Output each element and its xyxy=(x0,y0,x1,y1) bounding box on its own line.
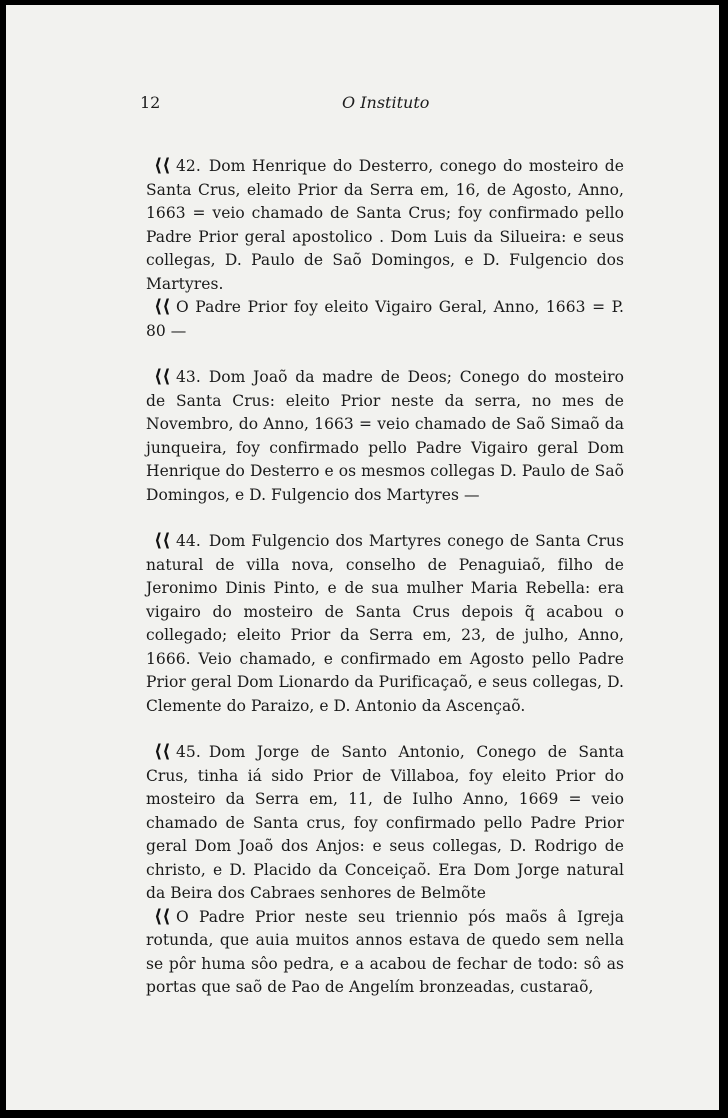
entry-paragraph xyxy=(146,741,624,906)
pilcrow-icon: ⟨⟨ xyxy=(154,366,171,387)
note-paragraph xyxy=(146,906,624,1000)
entry-paragraph xyxy=(146,530,624,718)
main-text xyxy=(146,155,624,1000)
entry-paragraph xyxy=(146,366,624,507)
pilcrow-icon: ⟨⟨ xyxy=(154,530,171,551)
note-text: O Padre Prior neste seu triennio pós maõs â Igreja rotunda, que auia muitos annos estava de quedo sem nella se pôr huma sôo pedra, e a acabou de fechar de todo: sô as portas que saõ de Pao de Angelím bronzeadas, custaraõ, xyxy=(146,907,624,996)
page-header xyxy=(6,93,719,117)
entry-number: 44. xyxy=(176,532,201,550)
pilcrow-icon: ⟨⟨ xyxy=(154,155,171,176)
entry-paragraph xyxy=(146,155,624,296)
note-paragraph xyxy=(146,296,624,343)
entry-text: Dom Fulgencio dos Martyres conego de Santa Crus natural de villa nova, conselho de Penaguiaõ, filho de Jeronimo Dinis Pinto, e de sua mulher Maria Rebella: era vigairo do mosteiro de Santa Crus depois q̃ acabou o collegado; eleito Prior da Serra em, 23, de julho, Anno, 1666. Veio chamado, e confirmado em Agosto pello Padre Prior geral Dom Lionardo da Purificaçaõ, e seus collegas, D. Clemente do Paraizo, e D. Antonio da Ascençaõ. xyxy=(146,532,624,715)
page-number: 12 xyxy=(140,93,161,112)
entry-number: 42. xyxy=(176,157,201,175)
pilcrow-icon: ⟨⟨ xyxy=(154,905,171,927)
entry-text: Dom Jorge de Santo Antonio, Conego de Santa Crus, tinha iá sido Prior de Villaboa, foy eleito Prior do mosteiro da Serra em, 11, de Iulho Anno, 1669 = veio chamado de Santa crus, foy confirmado pello Padre Prior geral Dom Joaõ dos Anjos: e seus collegas, D. Rodrigo de christo, e D. Placido da Conceiçaõ. Era Dom Jorge natural da Beira dos Cabraes senhores de Belmõte xyxy=(146,743,624,902)
running-title: O Instituto xyxy=(342,93,430,112)
entry-text: Dom Joaõ da madre de Deos; Conego do mosteiro de Santa Crus: eleito Prior neste da serra, no mes de Novembro, do Anno, 1663 = veio chamado de Saõ Simaõ da junqueira, foy confirmado pello Padre Vigairo geral Dom Henrique do Desterro e os mesmos collegas D. Paulo de Saõ Domingos, e D. Fulgencio dos Martyres — xyxy=(146,368,624,504)
pilcrow-icon: ⟨⟨ xyxy=(154,741,171,762)
entry-number: 45. xyxy=(176,743,201,761)
entry-text: Dom Henrique do Desterro, conego do mosteiro de Santa Crus, eleito Prior da Serra em, 16, de Agosto, Anno, 1663 = veio chamado de Santa Crus; foy confirmado pello Padre Prior geral apostolico . Dom Luis da Silueira: e seus collegas, D. Paulo de Saõ Domingos, e D. Fulgencio dos Martyres. xyxy=(146,157,624,293)
note-text: O Padre Prior foy eleito Vigairo Geral, Anno, 1663 = P. 80 — xyxy=(146,298,624,340)
entry-number: 43. xyxy=(176,368,201,386)
pilcrow-icon: ⟨⟨ xyxy=(154,296,171,317)
document-page xyxy=(6,5,719,1110)
